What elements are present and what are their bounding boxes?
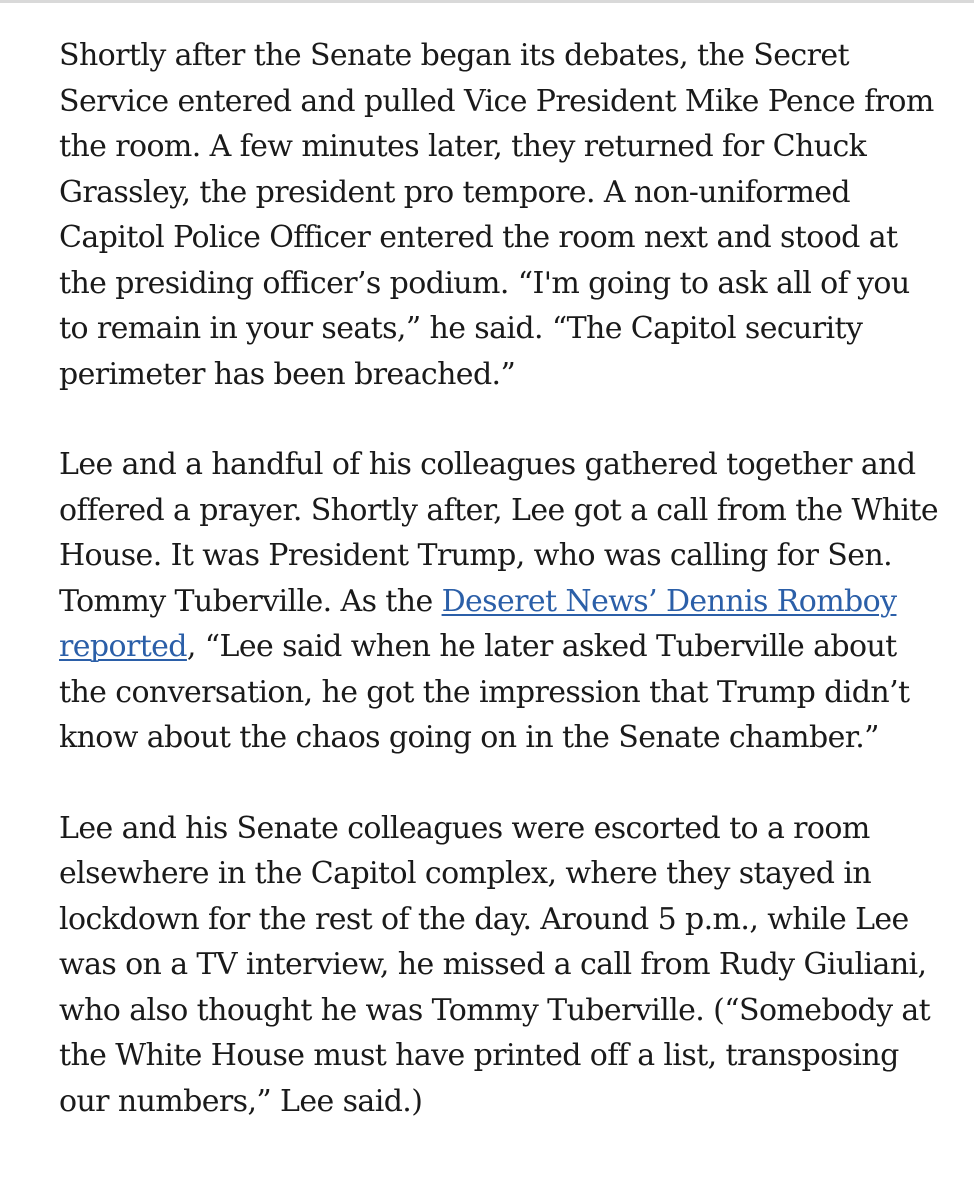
paragraph-text: Lee and a handful of his colleagues gathered together and offered a prayer. Shortly after, Lee got a call from the White House. It was President Trump, who was calling for Sen. Tommy Tuberville. As the	[59, 447, 939, 619]
paragraph-lockdown: Lee and his Senate colleagues were escorted to a room elsewhere in the Capitol complex, where they stayed in lockdown for the rest of the day. Around 5 p.m., while Lee was on a TV interview, he missed a call from Rudy Giuliani, who also thought he was Tommy Tuberville. (“Somebody at the White House must have printed off a list, transposing our numbers,” Lee said.)	[59, 810, 931, 1119]
paragraph-secret-service: Shortly after the Senate began its debates, the Secret Service entered and pulled Vice President Mike Pence from the room. A few minutes later, they returned for Chuck Grassley, the president pro tempore. A non-uniformed Capitol Police Officer entered the room next and stood at the presiding officer’s podium. “I'm going to ask all of you to remain in your seats,” he said. “The Capitol security perimeter has been breached.”	[59, 38, 934, 392]
deseret-news-link[interactable]: Deseret News’ Dennis Romboy reported	[59, 583, 897, 664]
paragraph-text: , “Lee said when he later asked Tuberville about the conversation, he got the impression that Trump didn’t know about the chaos going on in the Senate chamber.”	[59, 629, 910, 755]
article-body	[59, 33, 939, 1169]
paragraph-prayer-call	[59, 442, 939, 761]
top-divider	[0, 0, 974, 3]
